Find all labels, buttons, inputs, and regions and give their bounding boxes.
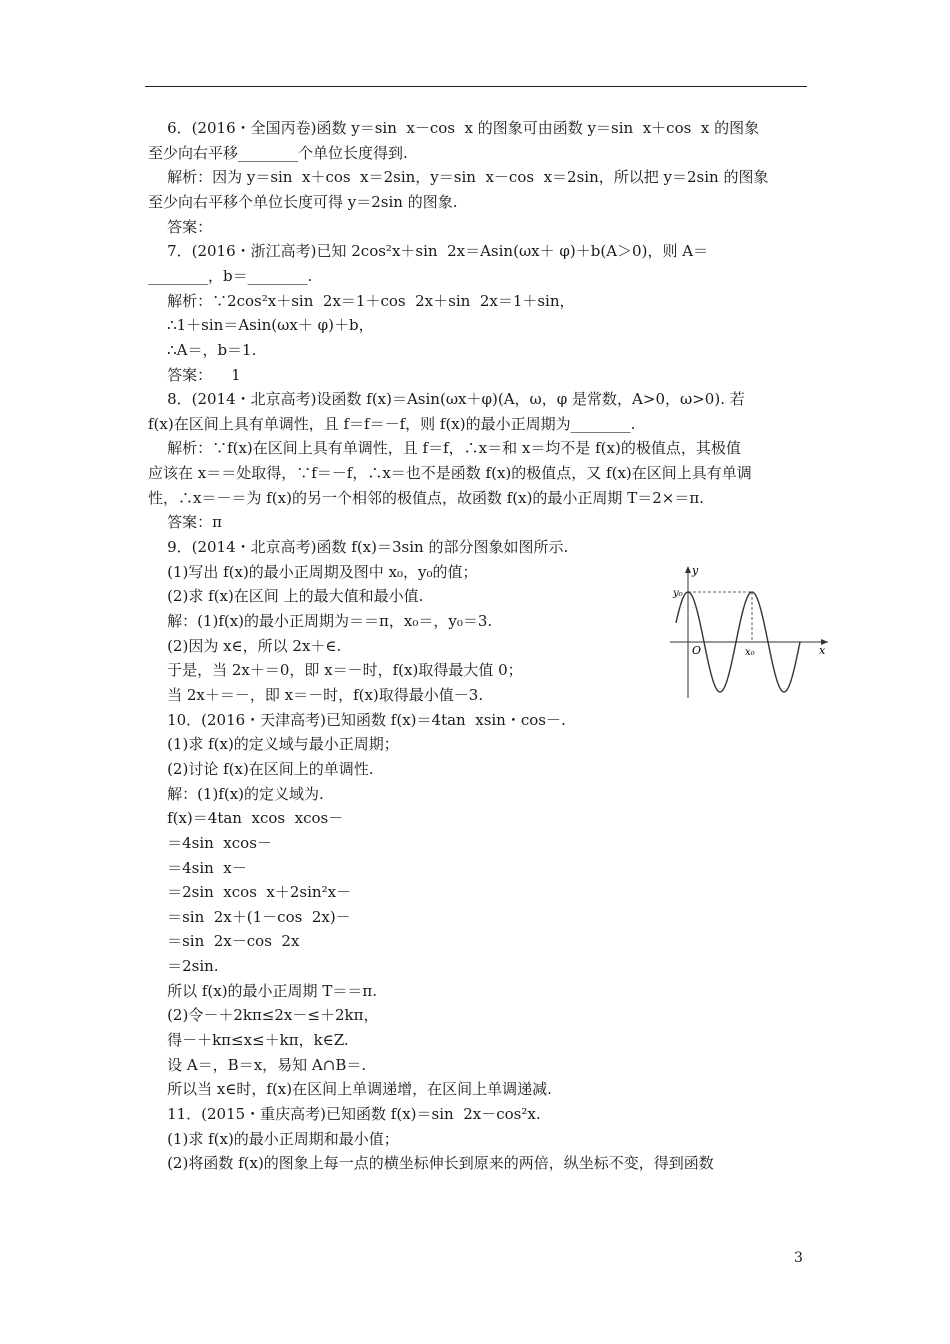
text-line: 设 A＝，B＝x，易知 A∩B＝. (148, 1055, 367, 1074)
text-line: 解析：∵2cos²x＋sin 2x＝1＋cos 2x＋sin 2x＝1＋sin， (148, 291, 575, 310)
text-line: 至少向右平移个单位长度可得 y＝2sin 的图象. (148, 192, 458, 211)
text-line: ＝sin 2x－cos 2x (148, 932, 300, 951)
text-line: 11．(2015・重庆高考)已知函数 f(x)＝sin 2x－cos²x. (148, 1105, 541, 1123)
text-line: ________，b＝________. (148, 266, 313, 285)
text-line: 解析：因为 y＝sin x＋cos x＝2sin，y＝sin x－cos x＝2sin，所以把 y＝2sin 的图象 (148, 168, 769, 187)
text-line: ＝2sin xcos x＋2sin²x－ (148, 883, 352, 902)
text-line: (2)令－＋2kπ≤2x－≤＋2kπ， (148, 1006, 379, 1025)
text-line: f(x)＝4tan xcos xcos－ (148, 809, 344, 828)
text-line: 答案： 1 (148, 365, 241, 384)
text-line: 解析：∵f(x)在区间上具有单调性，且 f＝f，∴x＝和 x＝均不是 f(x)的极值点，其极值 (148, 439, 741, 458)
text-line: ∴1＋sin＝Asin(ωx＋ φ)＋b， (148, 316, 374, 335)
text-line: (1)写出 f(x)的最小正周期及图中 x₀，y₀的值； (148, 562, 478, 581)
text-line: 当 2x＋＝－，即 x＝－时，f(x)取得最小值－3. (148, 685, 484, 704)
text-line: (1)求 f(x)的最小正周期和最小值； (148, 1129, 399, 1148)
text-line: ＝sin 2x＋(1－cos 2x)－ (148, 907, 351, 926)
text-line: 得－＋kπ≤x≤＋kπ，k∈Z. (148, 1031, 349, 1050)
page-number: 3 (794, 1250, 803, 1266)
text-line: 至少向右平移________个单位长度得到. (148, 143, 408, 162)
text-line: ＝2sin. (148, 957, 219, 976)
y-axis-label: y (692, 564, 699, 577)
text-line: 答案：π (148, 513, 222, 532)
text-line: 所以当 x∈时，f(x)在区间上单调递增，在区间上单调递减. (148, 1080, 552, 1099)
text-line: 解：(1)f(x)的最小正周期为＝＝π，x₀＝，y₀＝3. (148, 612, 493, 630)
text-line: 8．(2014・北京高考)设函数 f(x)＝Asin(ωx＋φ)(A，ω，φ 是常数，A>0，ω>0). 若 (148, 390, 745, 409)
text-line: 所以 f(x)的最小正周期 T＝＝π. (148, 981, 377, 1000)
text-line: 性，∴x＝－＝为 f(x)的另一个相邻的极值点，故函数 f(x)的最小正周期 T＝2×＝π. (148, 488, 704, 507)
header-rule (145, 86, 807, 87)
text-line: 解：(1)f(x)的定义域为. (148, 784, 324, 803)
text-line: (2)因为 x∈，所以 2x＋∈. (148, 636, 342, 655)
text-line: f(x)在区间上具有单调性，且 f＝f＝－f，则 f(x)的最小正周期为________. (148, 414, 636, 433)
text-line: 6．(2016・全国丙卷)函数 y＝sin x－cos x 的图象可由函数 y＝sin x＋cos x 的图象 (148, 119, 760, 137)
text-line: ∴A＝，b＝1. (148, 340, 257, 359)
text-line: (2)求 f(x)在区间 上的最大值和最小值. (148, 587, 424, 606)
text-line: (1)求 f(x)的定义域与最小正周期； (148, 735, 399, 754)
text-line: 10．(2016・天津高考)已知函数 f(x)＝4tan xsin・cos－. (148, 710, 566, 729)
text-line: 应该在 x＝＝处取得，∵f＝－f，∴x＝也不是函数 f(x)的极值点，又 f(x)在区间上具有单调 (148, 464, 752, 483)
text-line: 7．(2016・浙江高考)已知 2cos²x＋sin 2x＝Asin(ωx＋ φ)＋b(A＞0)，则 A＝ (148, 242, 709, 261)
x-axis-label: x (819, 644, 826, 657)
y-axis-arrow (685, 566, 691, 573)
x0-label: x₀ (745, 647, 755, 658)
origin-label: O (692, 644, 702, 657)
text-line: (2)将函数 f(x)的图象上每一点的横坐标伸长到原来的两倍，纵坐标不变，得到函数 (148, 1154, 714, 1173)
text-line: ＝4sin x－ (148, 858, 247, 877)
text-line: 于是，当 2x＋＝0，即 x＝－时，f(x)取得最大值 0； (148, 661, 523, 680)
y0-label: y₀ (673, 588, 683, 599)
text-line: 答案： (148, 217, 213, 236)
text-line: (2)讨论 f(x)在区间上的单调性. (148, 759, 374, 778)
text-line: ＝4sin xcos－ (148, 833, 272, 852)
sine-graph (640, 562, 830, 702)
text-line: 9．(2014・北京高考)函数 f(x)＝3sin 的部分图象如图所示. (148, 538, 569, 557)
